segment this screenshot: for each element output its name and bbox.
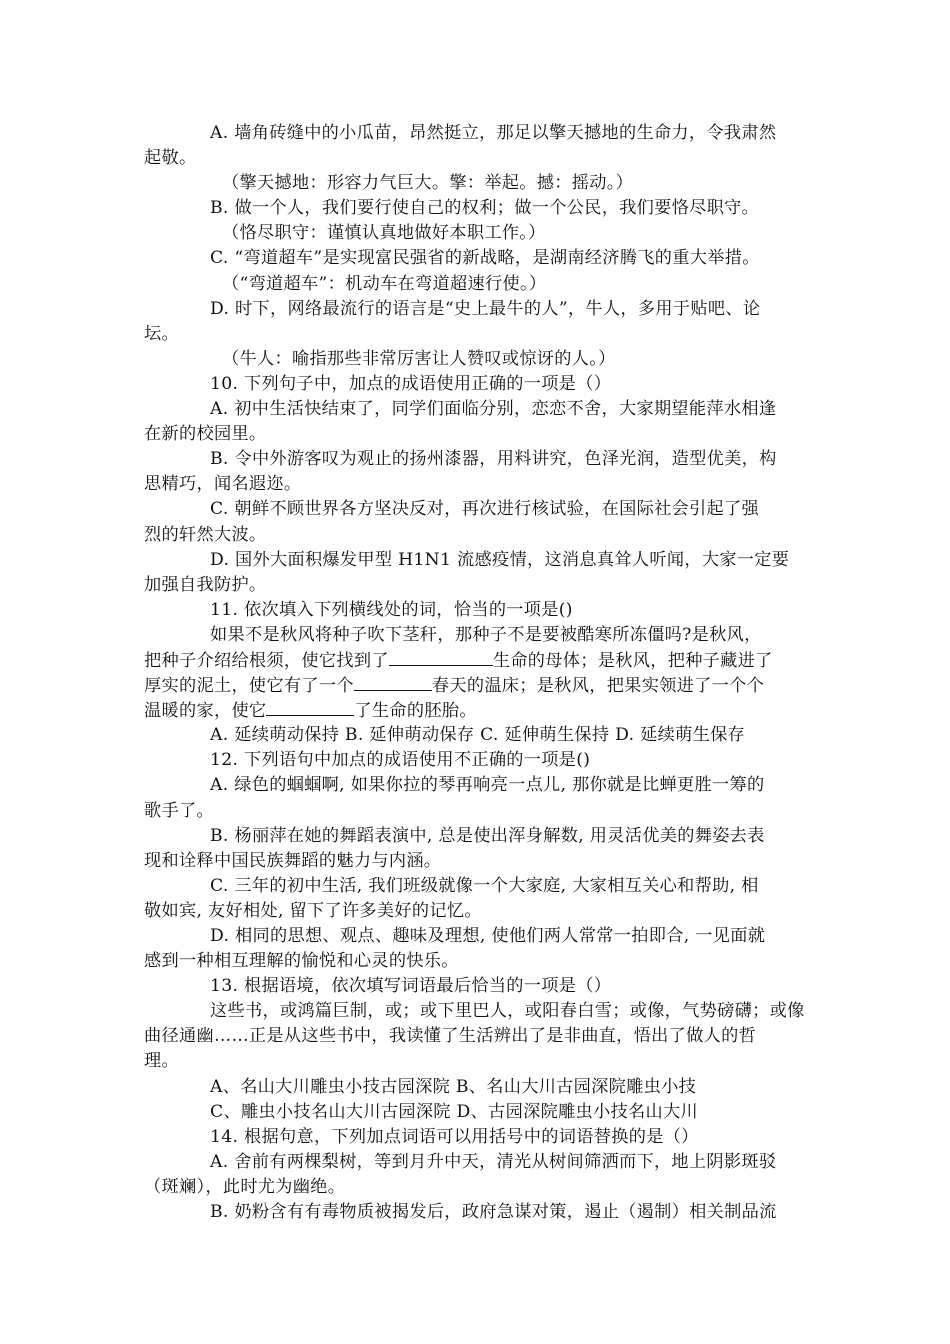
q14-option-a-line2: （斑斓），此时尤为幽绝。	[144, 1176, 346, 1197]
q11-passage-line3	[144, 673, 812, 698]
q14-option-b-line1: B. 奶粉含有有毒物质被揭发后，政府急谋对策，遏止（遏制）相关制品流	[210, 1202, 777, 1223]
q11-stem: 11. 依次填入下列横线处的词，恰当的一项是()	[210, 599, 573, 620]
q9-option-a-line2: 起敬。	[144, 148, 197, 169]
q14-stem: 14. 根据句意，下列加点词语可以用括号中的词语替换的是（）	[210, 1126, 699, 1147]
q10-option-d-line1: D. 国外大面积爆发甲型 H1N1 流感疫情，这消息真耸人听闻，大家一定要	[210, 549, 790, 570]
q10-option-b-line2: 思精巧，闻名遐迩。	[144, 474, 302, 495]
q12-option-d-line1: D. 相同的思想、观点、趣味及理想, 使他们两人常常一拍即合, 一见面就	[210, 926, 766, 946]
q9-option-d-line1: D. 时下，网络最流行的语言是“史上最牛的人”，牛人，多用于贴吧、论	[210, 298, 761, 319]
question-text	[144, 121, 812, 1225]
q11-passage-line4-end: 了生命的胚胎。	[354, 701, 477, 722]
q12-stem: 12. 下列语句中加点的成语使用不正确的一项是()	[210, 750, 591, 771]
q12-option-c-line1: C. 三年的初中生活, 我们班级就像一个大家庭, 大家相互关心和帮助, 相	[210, 875, 759, 896]
q12-option-a-line2: 歌手了。	[144, 800, 214, 821]
q12-option-b-line1: B. 杨丽萍在她的舞蹈表演中, 总是使出浑身解数, 用灵活优美的舞姿去表	[210, 825, 765, 846]
q9-option-d-line2: 坛。	[144, 323, 179, 344]
q13-passage-line3: 理。	[144, 1051, 179, 1072]
q10-option-a-line1: A. 初中生活快结束了，同学们面临分别，恋恋不舍，大家期望能萍水相逢	[210, 399, 777, 420]
q11-passage-line3-end: 春天的温床；是秋风，把果实领进了一个个	[431, 676, 765, 697]
q11-passage-line4-start: 温暖的家，使它	[144, 701, 267, 722]
q9-option-c-line1: C. “弯道超车”是实现富民强省的新战略，是湖南经济腾飞的重大举措。	[210, 248, 760, 269]
fill-blank-2	[354, 673, 432, 691]
q10-option-d-line2: 加强自我防护。	[144, 574, 267, 595]
q13-passage-line1: 这些书，或鸿篇巨制，或；或下里巴人，或阳春白雪；或像，气势磅礴；或像	[210, 1001, 805, 1022]
q14-option-a-line1: A. 舍前有两棵梨树，等到月升中天，清光从树间筛洒而下，地上阴影斑驳	[210, 1151, 777, 1172]
q10-option-a-line2: 在新的校园里。	[144, 424, 267, 445]
q12-option-d-line2: 感到一种相互理解的愉悦和心灵的快乐。	[144, 951, 459, 972]
fill-blank-1	[389, 648, 493, 666]
q9-option-a-line1: A. 墙角砖缝中的小瓜苗，昂然挺立，那足以擎天撼地的生命力，令我肃然	[210, 123, 777, 143]
q9-option-b-line1: B. 做一个人，我们要行使自己的权利；做一个公民，我们要恪尽职守。	[210, 198, 760, 219]
q11-passage-line2-start: 把种子介绍给根须，使它找到了	[144, 650, 389, 671]
q11-passage-line1: 如果不是秋风将种子吹下茎秆，那种子不是要被酷寒所冻僵吗?是秋风，	[210, 624, 762, 645]
q9-option-b-note: （恪尽职守：谨慎认真地做好本职工作。）	[222, 223, 546, 244]
q9-option-a-note: （擎天撼地：形容力气巨大。擎：举起。撼：摇动。）	[222, 173, 634, 194]
q11-passage-line4	[144, 698, 812, 723]
q13-passage-line2: 曲径通幽……正是从这些书中，我读懂了生活辨出了是非曲直，悟出了做人的哲	[144, 1026, 757, 1047]
q11-passage-line3-start: 厚实的泥土，使它有了一个	[144, 676, 354, 697]
q9-option-c-note: （“弯道超车”：机动车在弯道超速行使。）	[222, 273, 547, 294]
q13-stem: 13. 根据语境，依次填写词语最后恰当的一项是（）	[210, 976, 612, 997]
q12-option-b-line2: 现和诠释中国民族舞蹈的魅力与内涵。	[144, 850, 442, 871]
q12-option-a-line1: A. 绿色的蝈蝈啊, 如果你拉的琴再响亮一点儿, 那你就是比蝉更胜一筹的	[210, 775, 765, 796]
q10-option-c-line1: C. 朝鲜不顾世界各方坚决反对，再次进行核试验，在国际社会引起了强	[210, 499, 759, 520]
q10-option-c-line2: 烈的轩然大波。	[144, 524, 267, 545]
q11-options: A. 延续萌动保持 B. 延伸萌动保存 C. 延伸萌生保持 D. 延续萌生保存	[210, 725, 746, 746]
q10-stem: 10. 下列句子中，加点的成语使用正确的一项是（）	[210, 373, 612, 394]
q10-option-b-line1: B. 令中外游客叹为观止的扬州漆器，用料讲究，色泽光润，造型优美，构	[210, 449, 777, 470]
q11-passage-line2	[144, 648, 812, 673]
q9-option-d-note: （牛人：喻指那些非常厉害让人赞叹或惊讶的人。）	[222, 348, 616, 369]
fill-blank-3	[266, 698, 354, 716]
q13-options-line2: C、雕虫小技名山大川古园深院 D、古园深院雕虫小技名山大川	[210, 1101, 698, 1122]
q11-passage-line2-end: 生命的母体；是秋风，把种子藏进了	[492, 650, 773, 671]
q13-options-line1: A、名山大川雕虫小技古园深院 B、名山大川古园深院雕虫小技	[210, 1076, 697, 1097]
q12-option-c-line2: 敬如宾, 友好相处, 留下了许多美好的记忆。	[144, 900, 482, 921]
